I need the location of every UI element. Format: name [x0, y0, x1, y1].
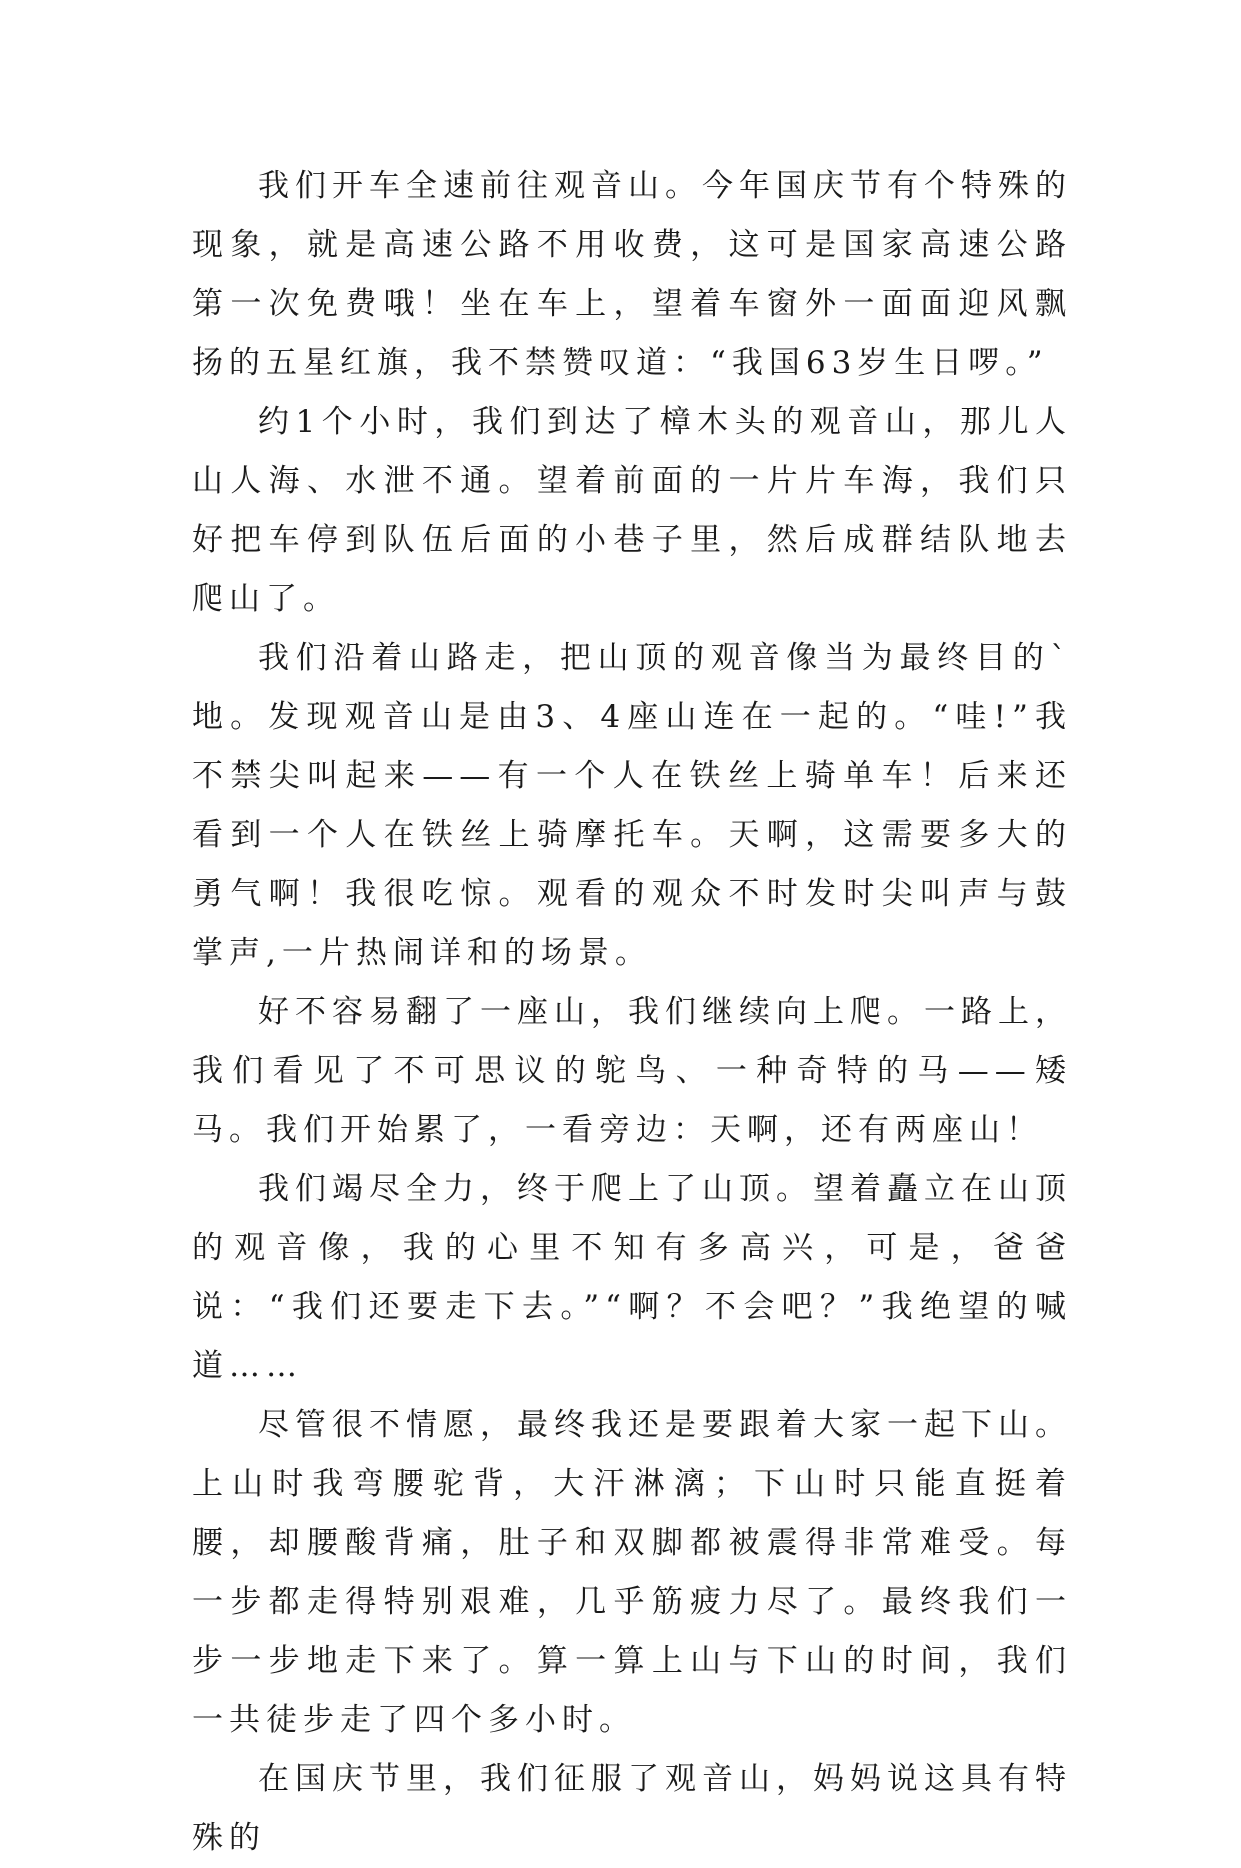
paragraph-5: 我们竭尽全力，终于爬上了山顶。望着矗立在山顶的观音像，我的心里不知有多高兴，可是，爸爸说：“我们还要走下去。”“啊？不会吧？”我绝望的喊道……: [192, 1171, 1072, 1384]
paragraph-3: 我们沿着山路走，把山顶的观音像当为最终目的`地。发现观音山是由3、4座山连在一起的。“哇!”我不禁尖叫起来——有一个人在铁丝上骑单车！后来还看到一个人在铁丝上骑摩托车。天啊，这需要多大的勇气啊！我很吃惊。观看的观众不时发时尖叫声与鼓掌声,一片热闹详和的场景。: [192, 640, 1072, 971]
paragraph-4: 好不容易翻了一座山，我们继续向上爬。一路上，我们看见了不可思议的鸵鸟、一种奇特的马——矮马。我们开始累了，一看旁边：天啊，还有两座山！: [192, 994, 1072, 1148]
paragraph-6: 尽管很不情愿，最终我还是要跟着大家一起下山。上山时我弯腰驼背，大汗淋漓；下山时只能直挺着腰，却腰酸背痛，肚子和双脚都被震得非常难受。每一步都走得特别艰难，几乎筋疲力尽了。最终我们一步一步地走下来了。算一算上山与下山的时间，我们一共徒步走了四个多小时。: [192, 1407, 1072, 1738]
essay-body: [192, 157, 1072, 1868]
paragraph-1: 我们开车全速前往观音山。今年国庆节有个特殊的现象，就是高速公路不用收费，这可是国家高速公路第一次免费哦！坐在车上，望着车窗外一面面迎风飘扬的五星红旗，我不禁赞叹道：“我国63岁生日啰。”: [192, 168, 1072, 381]
paragraph-7: 在国庆节里，我们征服了观音山，妈妈说这具有特殊的: [192, 1761, 1072, 1856]
paragraph-2: 约1个小时，我们到达了樟木头的观音山，那儿人山人海、水泄不通。望着前面的一片片车海，我们只好把车停到队伍后面的小巷子里，然后成群结队地去爬山了。: [192, 404, 1072, 617]
